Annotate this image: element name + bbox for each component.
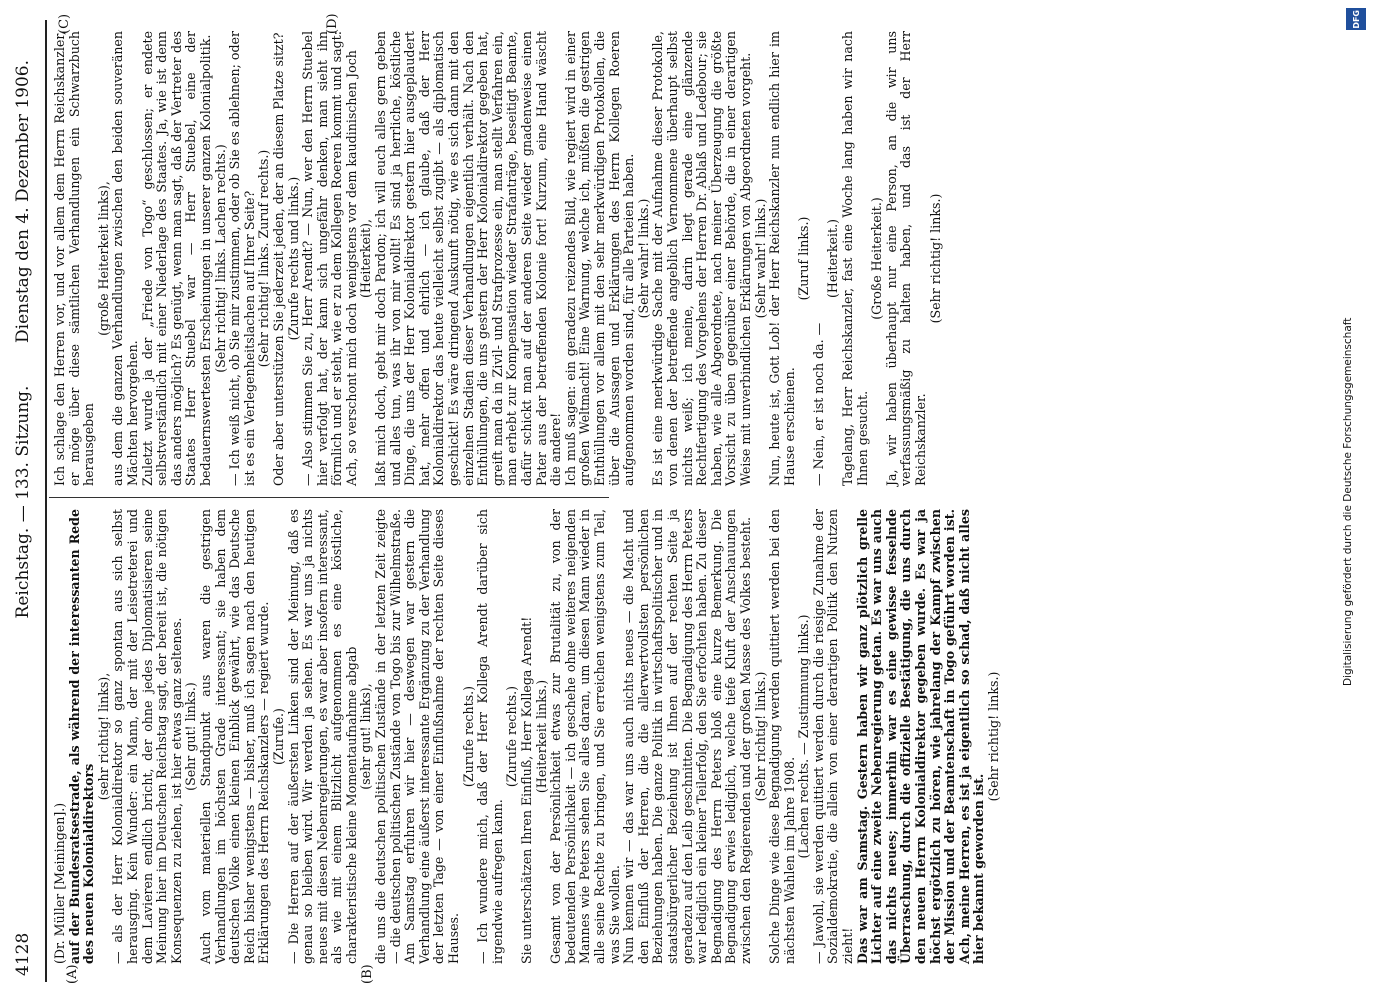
speech-paragraph: — Jawohl, sie werden quittiert werden durch die riesige Zunahme der Sozialdemokratie, die allein von einer derartigen Politik den Nutzen zieht! <box>810 509 856 964</box>
speech-paragraph: — Ich weiß nicht, ob Sie mir zustimmen, oder ob Sie es ablehnen; oder ist es ein Verlegenheitslachen auf Ihrer Seite? <box>227 31 257 486</box>
speech-paragraph: Ich schlage den Herren vor, und vor allem dem Herrn Reichskanzler, er möge über diese sämtlichen Verhandlungen ein Schwarzbuch herausgeben <box>52 31 97 486</box>
session-title: Reichstag. — 133. Sitzung. <box>13 385 33 619</box>
page-number: 4128 <box>13 932 33 976</box>
speech-paragraph: Sie unterschätzen Ihren Einfluß, Herr Kollega Arendt! <box>519 616 534 964</box>
digitization-note: Digitalisierung gefördert durch die Deutsche Forschungsgemeinschaft <box>1342 317 1354 686</box>
speech-paragraph: Zuletzt wurde ja der „Friede von Togo“ geschlossen; er endete selbstverständlich mit einer Niederlage des Staates. Ja, wie ist denn das anders möglich? Es genügt, wenn man sagt, daß der Vertreter des Staates Herr Stuebel war — Herr Stuebel, eine der bedauernswertesten Erscheinungen in unserer ganzen Kolonialpolitik. <box>139 31 213 486</box>
stage-direction: (Lachen rechts. — Zustimmung links.) <box>796 614 812 859</box>
page-header <box>13 20 43 982</box>
speech-paragraph: Nun, heute ist, Gott Lob! der Herr Reichskanzler nun endlich hier im Hause erschienen. <box>767 31 797 486</box>
speech-paragraph: Gesamt von der Persönlichkeit etwas zur Brutalität zu, von der bedeutenden Persönlichkeit — ich geschehe ohne weiteres neigenden Mannes wie Peters sehen Sie alles daran, um diesen Mann wieder in alle seine Rechte zu bringen, und Sie erreichen wenigstens zum Teil, was Sie wollen. <box>548 509 622 964</box>
speech-paragraph: Nun kennen wir — das war uns auch nichts neues — die Macht und den Einfluß der Herren, die die allerwertvollsten persönlichen Beziehungen haben. Die ganze Politik in wirtschaftspolitischer und in staatsbürgerlicher Beziehung ist Ihnen auf der rechten Seite ja geradezu auf den Leib geschnitten. Die Begnadigung des Herrn Peters war lediglich ein kleiner Teilerfolg, den Sie erfochten haben. Zu dieser Begnadigung des Herrn Peters bloß eine kurze Bemerkung. Die Begnadigung erwies lediglich, welche tiefe Kluft der Anschauungen zwischen den Regierenden und der großen Masse des Volkes besteht. <box>621 509 753 964</box>
digitization-sidebar <box>1336 0 1380 1000</box>
speech-paragraph: Oder aber unterstützen Sie jederzeit jeden, der an diesem Platze sitzt? <box>270 32 286 486</box>
stage-direction: (Zuruf links.) <box>796 216 812 301</box>
stage-direction: (sehr richtig! links), <box>95 672 111 801</box>
stage-direction: (große Heiterkeit links), <box>95 181 111 336</box>
speech-paragraph: — Die Herren auf der äußersten Linken sind der Meinung, daß es genau so bleiben wird. Wir werden ja sehen. Es war uns ja nichts neues mit diesen Nebenregierungen, es war aber insofern interessant, als wie mit einem Blitzlicht aufgenommen es eine köstliche, charakteristische kleine Momentaufnahme abgab <box>285 509 359 964</box>
stage-direction: (Zurufe rechts und links.) <box>285 176 301 341</box>
header-rule <box>45 20 47 982</box>
speech-paragraph: laßt mich doch, gebt mir doch Pardon; ich will euch alles gern geben und alles tun, was ihr von mir wollt! Es sind ja herrliche, köstliche Dinge, die uns der Herr Kolonialdirektor gestern hier ausgeplaudert hat, mehr offen und ehrlich — ich glaube, daß der Herr Kolonialdirektor das heute vielleicht selbst zugibt — als diplomatisch geschickt! Es wäre dringend Auskunft nötig, wie es sich dann mit den einzelnen Stadien dieser Verhandlungen eigentlich verhält. Nach den Enthüllungen, die uns gestern der Herr Kolonialdirektor gegeben hat, greift man da in Zivil- und Strafprozesse ein, man stellt Verfahren ein, man erhebt zur Kompensation wieder Strafanträge, beseitigt Beamte, dafür schickt man auf der anderen Seite wieder gnadenweise einen Pater aus der betreffenden Kolonie fort! Kurzum, eine Hand wäscht die andere! <box>373 31 564 486</box>
dfg-logo: DFG <box>1346 8 1366 30</box>
stage-direction: (Zurufe rechts.) <box>504 685 520 788</box>
speech-paragraph: aus dem die ganzen Verhandlungen zwischen den beiden souveränen Mächten hervorgehen. <box>110 31 140 486</box>
margin-mark-c: (C) <box>57 13 72 34</box>
speech-paragraph: Auch vom materiellen Standpunkt aus waren die gestrigen Verhandlungen im höchsten Grade interessant; sie haben dem deutschen Volke einen kleinen Einblick gewährt, wie das Deutsche Reich bisher wenigstens — bisher, muß ich sagen nach den heutigen Erklärungen des Herrn Reichskanzlers — regiert wurde. <box>197 509 272 964</box>
margin-mark-b: (B) <box>360 964 375 984</box>
speech-paragraph: Tagelang, Herr Reichskanzler, fast eine Woche lang haben wir nach Ihnen gesucht. <box>840 31 870 486</box>
speech-paragraph: Solche Dinge wie diese Begnadigung werden quittiert werden bei den nächsten Wahlen im Jahre 1908. <box>767 509 797 964</box>
stage-direction: (sehr gut! links), <box>358 683 374 790</box>
speech-paragraph: auf der Bundesratsestrade, als während der interessanten Rede des neuen Kolonialdirektors <box>66 509 97 964</box>
speech-paragraph: — als der Herr Kolonialdirektor so ganz spontan aus sich selbst herausging. Kein Wunder: ein Mann, der mit der Leisetreterei und dem Lavieren endlich bricht, der ohne jedes Diplomatisieren seine Meinung hier im Deutschen Reichstag sagt, der bereit ist, die nötigen Konsequenzen zu ziehen, ist hier etwas ganz seltenes. <box>110 509 184 964</box>
speech-paragraph: Ich muß sagen: ein geradezu reizendes Bild, wie regiert wird in einer großen Weltmacht! Eine Warnung, welche ich, müßten die gestrigen Enthüllungen vor allem mit den sehr merkwürdigen Protokollen, die über die Aussagen und Erklärungen des Herrn Kollegen Roeren aufgenommen worden sind, für alle Parteien haben. <box>562 31 637 486</box>
stage-direction: (Große Heiterkeit.) <box>869 197 885 320</box>
session-date: Dienstag den 4. Dezember 1906. <box>13 60 33 343</box>
stage-direction: (Zurufe rechts.) <box>460 685 476 788</box>
stage-direction: (Heiterkeit links.) <box>533 679 549 794</box>
stage-direction: (Sehr gut! links.) <box>183 682 199 791</box>
speech-paragraph: Es ist eine merkwürdige Sache mit der Aufnahme dieser Protokolle, von denen der betreffende angeblich Vernommene überhaupt selbst nichts weiß; ich meine, darin liegt gerade eine glänzende Rechtfertigung des Vorgehens der Herren Dr. Ablaß und Ledebour; sie haben, wie alle Abgeordnete, nach meiner Überzeugung die größte Vorsicht zu üben gegenüber einer Behörde, die in einer derartigen Weise mit unverbindlichen Erklärungen von Abgeordneten vorgeht. <box>650 31 753 486</box>
speech-paragraph: die uns die deutschen politischen Zustände in der letzten Zeit zeigte — die deutschen politischen Zustände von Togo bis zur Wilhelmstraße. Am Samstag erfuhren wir hier — deswegen war gestern die Verhandlung eine äußerst interessante Ergänzung zu der Verhandlung der letzten Tage — von einer Einflußnahme der rechten Seite dieses Hauses. <box>373 509 462 964</box>
stage-direction: (Heiterkeit), <box>358 219 374 298</box>
speech-paragraph: Das war am Samstag. Gestern haben wir ganz plötzlich grelle Lichter auf eine zweite Nebenregierung getan. Es war uns auch das nichts neues; immerhin war es eine gewisse fesselnde Überraschung, durch die offizielle Bestätigung, die uns durch den neuen Herrn Kolonialdirektor gegeben wurde. Es war ja höchst ergötzlich zu hören, wie jahrelang der Kampf zwischen der Mission und der Beamtenschaft in Togo geführt worden ist. Ach, meine Herren, es ist ja eigentlich so schad, daß nicht alles hier bekannt geworden ist. <box>854 509 987 964</box>
margin-mark-a: (A) <box>65 964 80 984</box>
column-divider <box>49 497 609 498</box>
stage-direction: (Sehr richtig! links.) <box>986 671 1001 802</box>
stage-direction: (Sehr wahr! links.) <box>752 198 768 319</box>
stage-direction: (Sehr richtig! links. Zuruf rechts.) <box>256 149 272 368</box>
speech-paragraph: — Ich wundere mich, daß der Herr Kollega Arendt darüber sich irgendwie aufregen kann. <box>475 509 505 964</box>
speech-paragraph: (Dr. Müller [Meiningen].) <box>52 802 67 964</box>
speech-paragraph: Ja, wir haben überhaupt nur eine Person, an die wir uns verfassungsmäßig zu halten haben, und das ist der Herr Reichskanzler. <box>883 31 929 486</box>
stage-direction: (Zurufe.) <box>270 708 286 765</box>
stage-direction: (Sehr richtig! links.) <box>927 193 943 324</box>
rotated-page-content <box>0 13 1353 984</box>
right-text-column <box>52 31 943 486</box>
stage-direction: (Sehr wahr! links.) <box>635 198 651 319</box>
speech-paragraph: — Also stimmen Sie zu, Herr Arendt? — Nun, wer den Herrn Stuebel hier verfolgt hat, der kann sich ungefähr denken, man sieht ihn förmlich und er steht, wie er zu dem Kollegen Roeren kommt und sagt: Ach, so verschont mich doch wenigstens vor dem kaudinischen Joch <box>300 31 359 486</box>
left-text-column <box>52 509 1001 964</box>
stage-direction: (Sehr richtig! links.) <box>752 671 768 802</box>
speech-paragraph: — Nein, er ist noch da. — <box>810 322 826 486</box>
stage-direction: (Sehr richtig! links. Lachen rechts.) <box>212 144 228 373</box>
margin-mark-d: (D) <box>325 13 340 34</box>
stage-direction: (Heiterkeit.) <box>825 219 841 298</box>
